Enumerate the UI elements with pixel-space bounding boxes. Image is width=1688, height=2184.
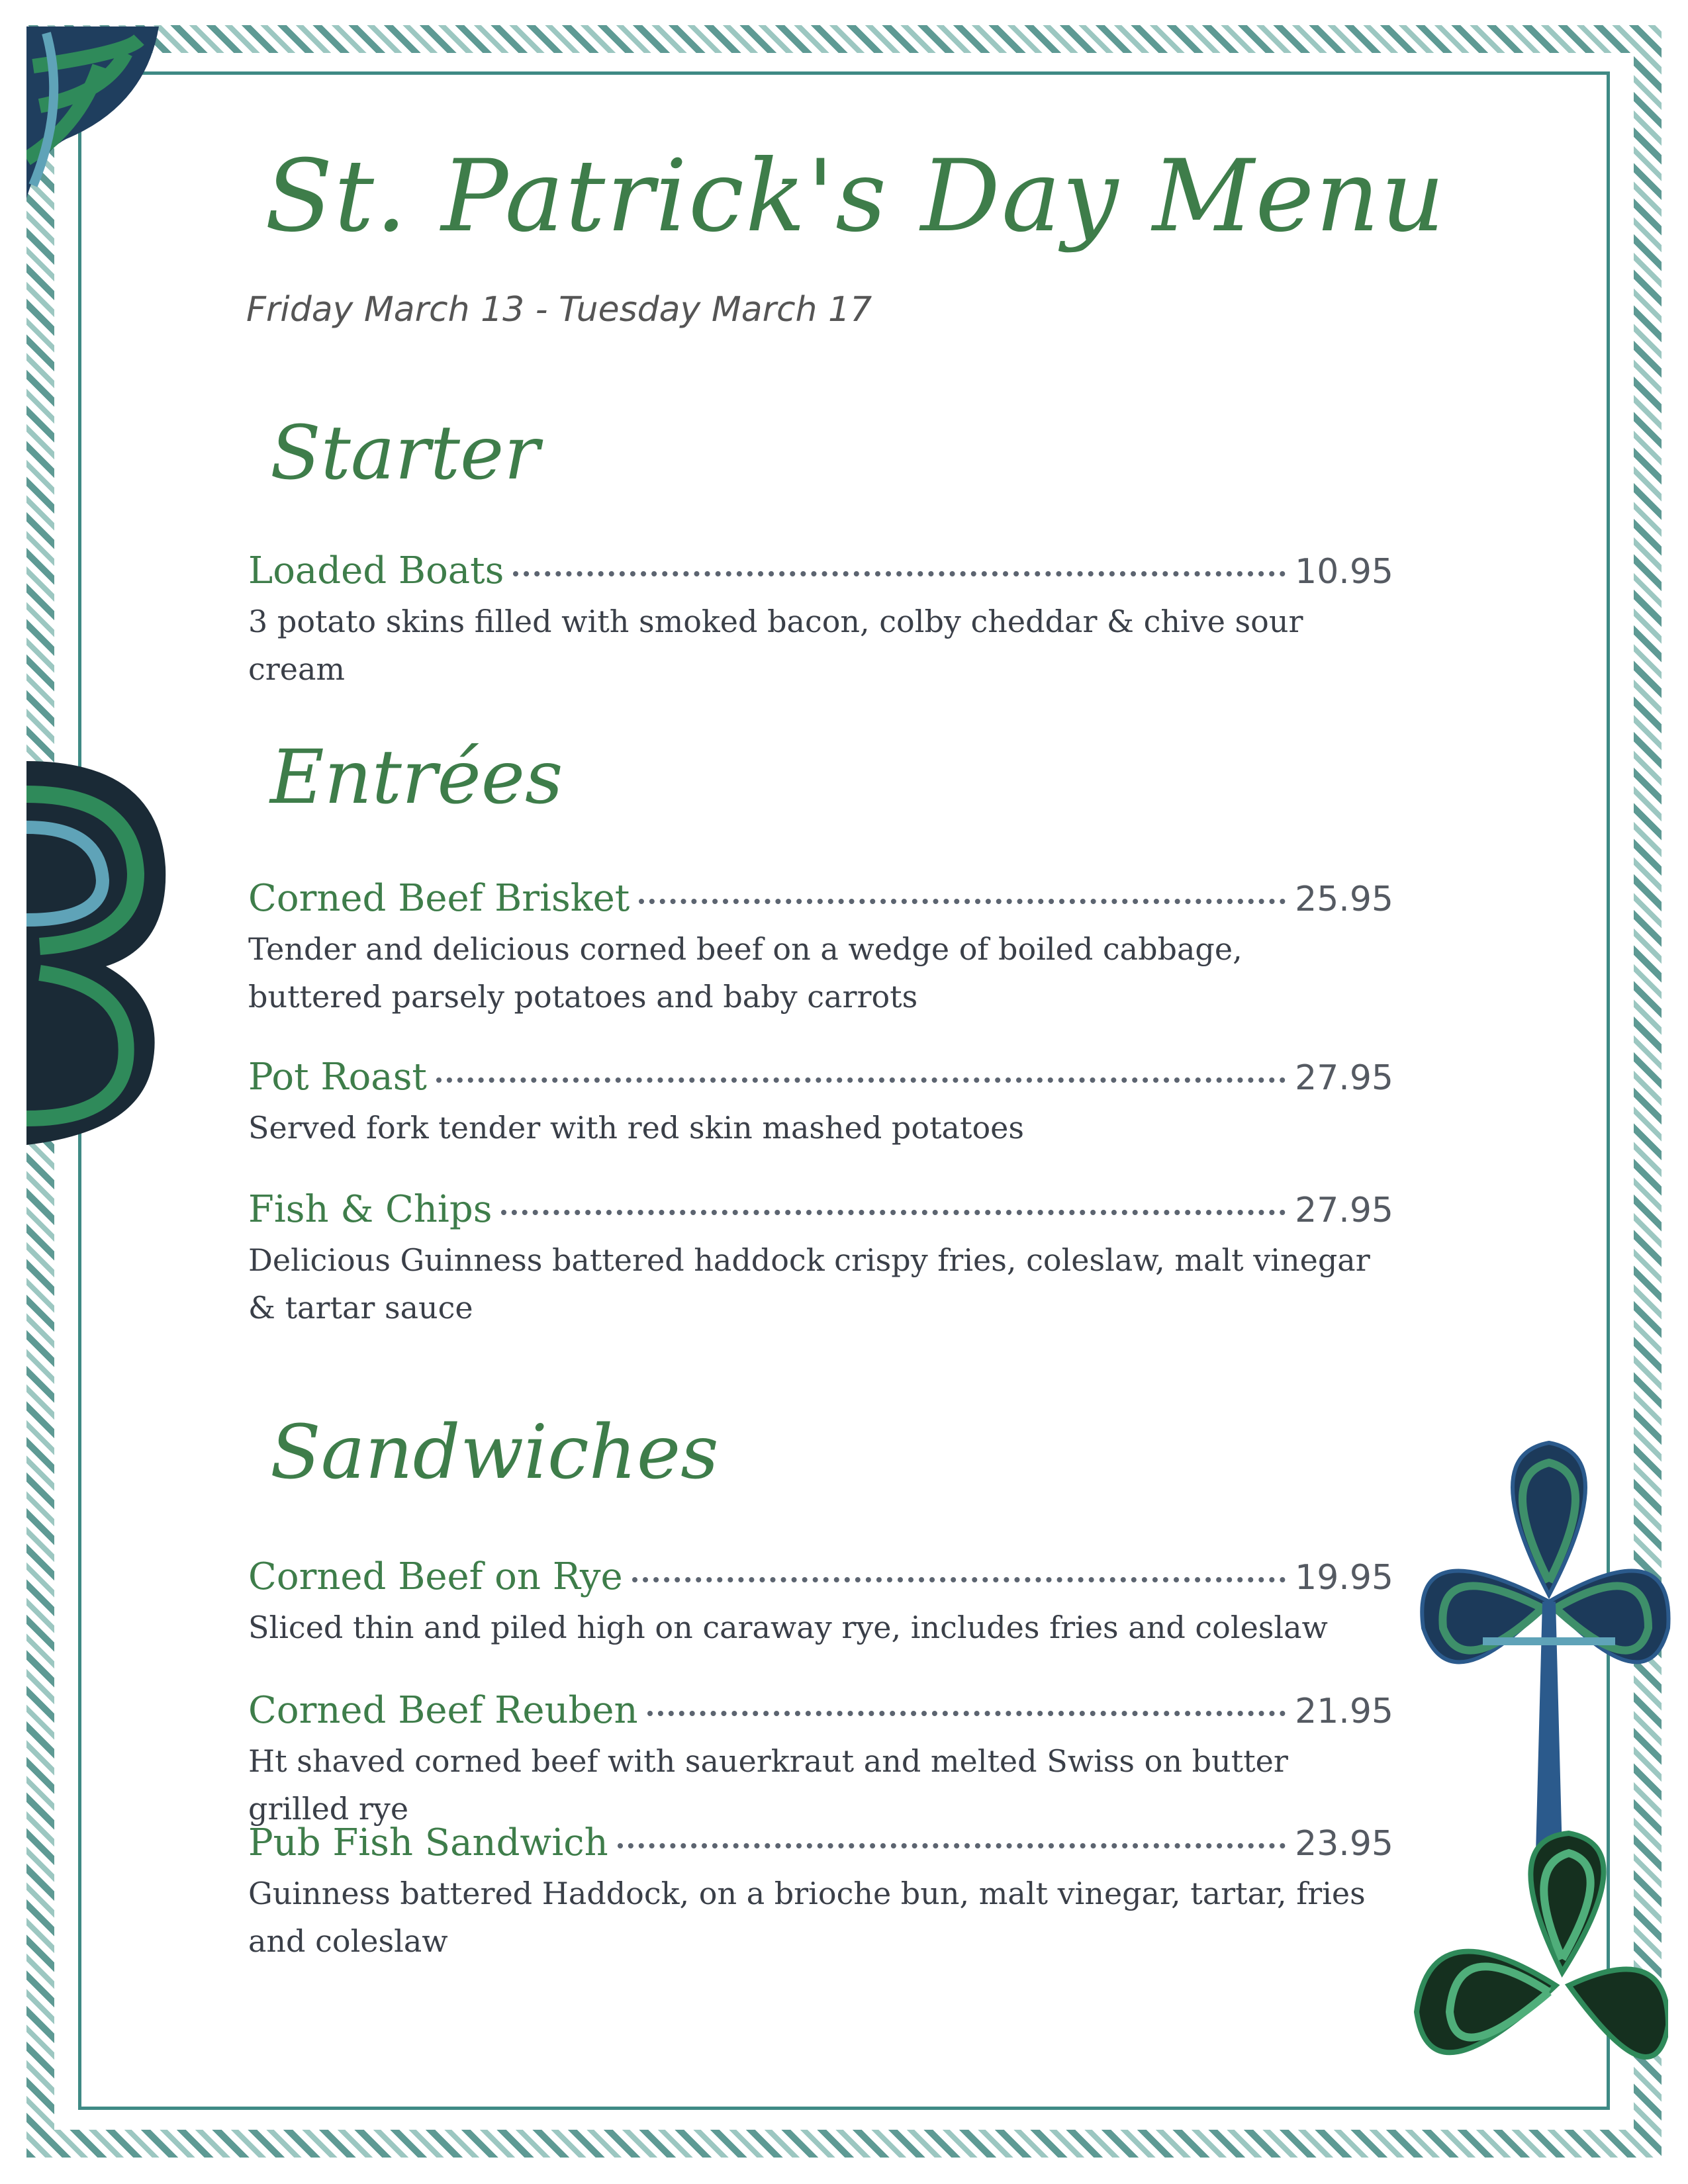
menu-dates: Friday March 13 - Tuesday March 17 [246, 290, 872, 330]
item-description: Tender and delicious corned beef on a wedge of boiled cabbage, buttered parsely potatoes and baby carrots [248, 931, 1243, 1015]
item-name: Corned Beef Reuben [248, 1689, 638, 1732]
item-description: Guinness battered Haddock, on a brioche bun, malt vinegar, tartar, fries and coleslaw [248, 1876, 1366, 1959]
item-name: Pub Fish Sandwich [248, 1821, 608, 1864]
menu-item [248, 1689, 1393, 1833]
item-description: 3 potato skins filled with smoked bacon, colby cheddar & chive sour cream [248, 604, 1303, 687]
menu-item [248, 1821, 1393, 1965]
item-price: 27.95 [1295, 1058, 1393, 1098]
item-price: 19.95 [1295, 1558, 1393, 1598]
menu-item [248, 1188, 1393, 1332]
dot-leader [436, 1077, 1286, 1083]
shamrock-icon [1390, 1827, 1668, 2158]
item-description: Ht shaved corned beef with sauerkraut and melted Swiss on butter grilled rye [248, 1743, 1288, 1827]
section-title-starter: Starter [270, 410, 539, 496]
dot-leader [647, 1711, 1286, 1716]
dot-leader [632, 1577, 1286, 1582]
item-price: 25.95 [1295, 880, 1393, 919]
item-name: Loaded Boats [248, 549, 504, 592]
item-price: 23.95 [1295, 1824, 1393, 1864]
menu-item [248, 1555, 1393, 1651]
menu-title: St. Patrick's Day Menu [265, 139, 1446, 254]
shamrock-icon [1397, 1430, 1675, 1866]
item-price: 10.95 [1295, 552, 1393, 592]
dot-leader [513, 571, 1286, 576]
item-name: Corned Beef on Rye [248, 1555, 623, 1598]
menu-item [248, 877, 1393, 1021]
section-title-entrees: Entrées [270, 735, 563, 821]
item-price: 21.95 [1295, 1692, 1393, 1731]
celtic-knot-icon [26, 748, 179, 1145]
item-description: Delicious Guinness battered haddock crispy fries, coleslaw, malt vinegar & tartar sauce [248, 1242, 1370, 1326]
celtic-knot-icon [26, 26, 159, 291]
item-description: Sliced thin and piled high on caraway rye, includes fries and coleslaw [248, 1610, 1328, 1645]
section-title-sandwiches: Sandwiches [270, 1410, 719, 1496]
menu-item [248, 549, 1393, 693]
item-price: 27.95 [1295, 1191, 1393, 1230]
item-name: Pot Roast [248, 1056, 427, 1099]
menu-item [248, 1056, 1393, 1152]
dot-leader [618, 1843, 1286, 1848]
dot-leader [639, 899, 1286, 904]
item-name: Corned Beef Brisket [248, 877, 630, 920]
item-name: Fish & Chips [248, 1188, 492, 1231]
item-description: Served fork tender with red skin mashed potatoes [248, 1110, 1024, 1146]
dot-leader [501, 1210, 1286, 1215]
